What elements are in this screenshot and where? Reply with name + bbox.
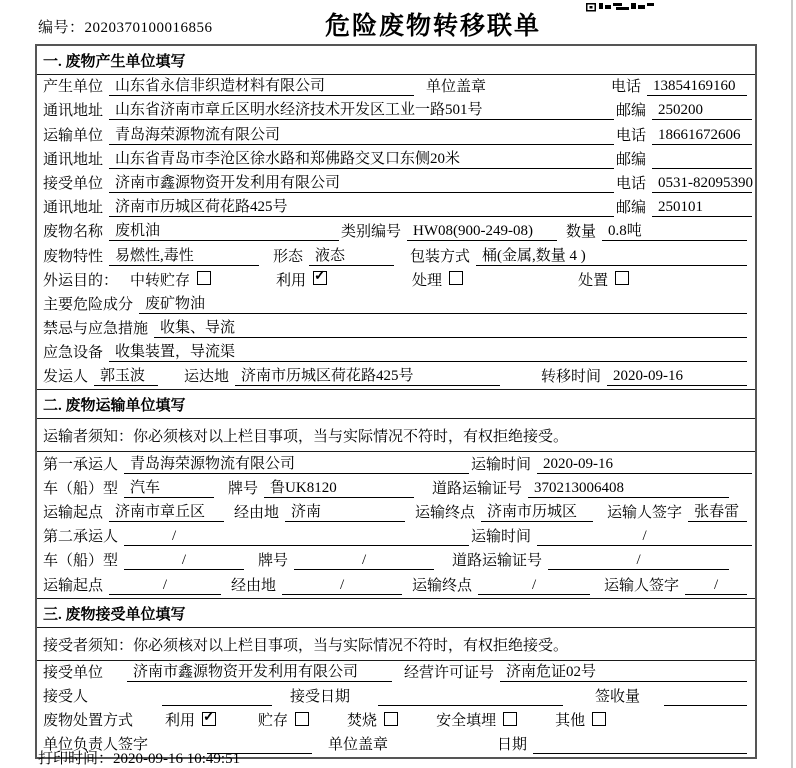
- destination-value: 济南市历城区荷花路425号: [235, 364, 500, 386]
- transporter-unit-value: 青岛海荣源物流有限公司: [109, 123, 614, 145]
- producer-address-label: 通讯地址: [43, 103, 104, 120]
- emergency-measures-label: 禁忌与应急措施: [43, 321, 149, 338]
- section-producer-title: 一. 废物产生单位填写: [37, 46, 755, 75]
- road-permit-value: 370213006408: [528, 480, 729, 498]
- route-start-label: 运输起点: [43, 505, 104, 521]
- row-accepting-unit: [37, 661, 755, 685]
- license-number-value: 济南危证02号: [500, 660, 747, 682]
- date-label: 日期: [497, 737, 528, 754]
- consignor-value: 郭玉波: [94, 364, 158, 386]
- accept-date-label: 接受日期: [290, 688, 351, 705]
- row-vehicle-type-2: [37, 549, 755, 573]
- section-receiver-title: 三. 废物接受单位填写: [37, 598, 755, 628]
- disposal-option-other: [555, 709, 606, 730]
- disposal-landfill-label: 安全填埋: [436, 713, 497, 730]
- row-receiver-address: [37, 196, 755, 220]
- consignor-label: 发运人: [43, 369, 89, 386]
- purpose-utilize-label: 利用: [276, 272, 307, 289]
- row-transporter-address: [37, 148, 755, 172]
- waste-code-label: 类别编号: [341, 224, 402, 241]
- purpose-storage-checkbox: [197, 271, 211, 285]
- waste-form-value: 液态: [309, 244, 394, 266]
- row-transport-route-2: [37, 573, 755, 597]
- row-producer-unit: [37, 75, 755, 99]
- row-transport-route-1: [37, 501, 755, 525]
- waste-quantity-label: 数量: [565, 224, 596, 241]
- disposal-landfill-checkbox: [503, 712, 517, 726]
- transfer-purpose-label: 外运目的：: [43, 272, 119, 289]
- responsible-signature-label: 单位负责人签字: [43, 737, 149, 754]
- row-emergency-equipment: [37, 341, 755, 365]
- receiver-phone-label: 电话: [616, 175, 647, 192]
- receiver-unit-label: 接受单位: [43, 175, 104, 192]
- transporter-postcode-label: 邮编: [616, 151, 647, 168]
- hazard-component-label: 主要危险成分: [43, 296, 134, 313]
- accepting-unit-label: 接受单位: [43, 664, 104, 681]
- page-title: 危险废物转移联单: [324, 13, 541, 40]
- route-via-label: 经由地: [234, 505, 280, 521]
- transport-time-2-label: 运输时间: [471, 529, 532, 546]
- row-acceptor: [37, 685, 755, 709]
- row-second-carrier: [37, 525, 755, 549]
- disposal-incinerate-checkbox: [384, 712, 398, 726]
- section-receiver: [37, 598, 755, 758]
- disposal-option-landfill: [436, 709, 517, 730]
- row-hazard-component: [37, 293, 755, 317]
- license-number-label: 经营许可证号: [404, 664, 495, 681]
- disposal-utilize-checkbox: [202, 712, 216, 726]
- destination-label: 运达地: [184, 369, 230, 386]
- route-end-label: 运输终点: [415, 505, 476, 521]
- carrier-signature-label: 运输人签字: [607, 505, 683, 521]
- purpose-option-utilize: [276, 269, 327, 290]
- hazard-component-value: 废矿物油: [139, 292, 747, 314]
- transporter-unit-label: 运输单位: [43, 127, 104, 144]
- plate-number-label: 牌号: [228, 480, 259, 497]
- disposal-incinerate-label: 焚烧: [347, 713, 378, 730]
- row-waste-property: [37, 244, 755, 268]
- row-producer-address: [37, 99, 755, 123]
- route-via-2-label: 经由地: [231, 577, 277, 594]
- route-via-2-value: /: [282, 577, 402, 595]
- receiver-address-label: 通讯地址: [43, 200, 104, 217]
- producer-address-value: 山东省济南市章丘区明水经济技术开发区工业一路501号: [109, 98, 614, 120]
- waste-property-value: 易燃性,毒性: [109, 244, 259, 266]
- purpose-utilize-checkbox: [313, 271, 327, 285]
- transport-time-2-value: /: [537, 528, 752, 546]
- producer-phone-value: 13854169160: [647, 78, 747, 96]
- disposal-other-checkbox: [592, 712, 606, 726]
- route-end-value: 济南市历城区: [481, 500, 593, 522]
- vehicle-type-value: 汽车: [124, 476, 214, 498]
- waste-form-label: 形态: [273, 248, 304, 265]
- received-amount-label: 签收量: [595, 688, 641, 705]
- disposal-other-label: 其他: [555, 713, 586, 730]
- section-producer: [37, 46, 755, 389]
- vehicle-type-2-value: /: [124, 552, 244, 570]
- receiver-phone-value: 0531-82095390: [652, 175, 752, 193]
- route-start-2-value: /: [109, 577, 221, 595]
- document-number-label: 编号：: [38, 20, 85, 36]
- route-end-2-value: /: [478, 577, 590, 595]
- section-transport-title: 二. 废物运输单位填写: [37, 389, 755, 419]
- road-permit-label: 道路运输证号: [432, 480, 523, 497]
- disposal-utilize-label: 利用: [165, 713, 196, 730]
- plate-number-value: 鲁UK8120: [264, 476, 414, 498]
- page-edge-line: [791, 0, 793, 768]
- vehicle-type-2-label: 车（船）型: [43, 553, 119, 570]
- receiver-address-value: 济南市历城区荷花路425号: [109, 195, 614, 217]
- row-vehicle-type-1: [37, 477, 755, 501]
- producer-phone-label: 电话: [610, 79, 641, 96]
- row-transporter-unit: [37, 123, 755, 147]
- emergency-equipment-label: 应急设备: [43, 345, 104, 362]
- acceptor-value: [162, 689, 272, 706]
- route-start-2-label: 运输起点: [43, 577, 104, 594]
- transfer-date-value: 2020-09-16: [607, 368, 747, 386]
- carrier-signature-2-value: /: [685, 577, 747, 595]
- transporter-postcode-value: [652, 152, 752, 169]
- purpose-dispose-label: 处置: [578, 272, 609, 289]
- row-waste-name: [37, 220, 755, 244]
- waste-name-value: 废机油: [109, 219, 339, 241]
- purpose-dispose-checkbox: [615, 271, 629, 285]
- transport-time-value: 2020-09-16: [537, 456, 752, 474]
- producer-unit-value: 山东省永信非织造材料有限公司: [109, 74, 414, 96]
- purpose-treat-label: 处理: [412, 272, 443, 289]
- disposal-option-storage: [258, 709, 309, 730]
- transporter-address-value: 山东省青岛市李沧区徐水路和郑佛路交叉口东侧20米: [109, 147, 614, 169]
- purpose-storage-label: 中转贮存: [130, 272, 191, 289]
- acceptor-label: 接受人: [43, 688, 89, 705]
- row-consignor: [37, 365, 755, 389]
- transport-notice: 运输者须知：你必须核对以上栏目事项，当与实际情况不符时，有权拒绝接受。: [37, 419, 755, 452]
- route-via-value: 济南: [285, 500, 405, 522]
- purpose-treat-checkbox: [449, 271, 463, 285]
- receiver-postcode-label: 邮编: [616, 200, 647, 217]
- waste-quantity-value: 0.8吨: [602, 219, 747, 241]
- section-transport: [37, 389, 755, 597]
- accepting-unit-value: 济南市鑫源物资开发利用有限公司: [127, 660, 392, 682]
- transport-time-label: 运输时间: [471, 456, 532, 473]
- manifest-form-table: [35, 44, 757, 759]
- row-transfer-purpose: [37, 269, 755, 293]
- disposal-storage-checkbox: [295, 712, 309, 726]
- received-amount-value: [664, 689, 747, 706]
- accept-date-value: [378, 689, 563, 706]
- purpose-option-treat: [412, 269, 463, 290]
- vehicle-type-label: 车（船）型: [43, 480, 119, 497]
- row-disposal-method: [37, 709, 755, 733]
- first-carrier-value: 青岛海荣源物流有限公司: [124, 452, 469, 474]
- producer-postcode-label: 邮编: [616, 103, 647, 120]
- emergency-measures-value: 收集、导流: [154, 316, 747, 338]
- purpose-option-dispose: [578, 269, 629, 290]
- packaging-label: 包装方式: [410, 248, 471, 265]
- row-first-carrier: [37, 452, 755, 476]
- transporter-phone-value: 18661672606: [652, 127, 752, 145]
- route-start-value: 济南市章丘区: [109, 500, 224, 522]
- disposal-option-utilize: [165, 709, 216, 730]
- waste-name-label: 废物名称: [43, 224, 104, 241]
- transporter-address-label: 通讯地址: [43, 151, 104, 168]
- waste-code-value: HW08(900-249-08): [407, 223, 557, 241]
- receiver-notice: 接受者须知：你必须核对以上栏目事项，当与实际情况不符时，有权拒绝接受。: [37, 628, 755, 661]
- row-emergency-measures: [37, 317, 755, 341]
- disposal-storage-label: 贮存: [258, 713, 289, 730]
- receiver-postcode-value: 250101: [652, 199, 752, 217]
- plate-number-2-label: 牌号: [258, 553, 289, 570]
- carrier-signature-value: 张春雷: [688, 500, 747, 522]
- unit-seal-2-label: 单位盖章: [328, 737, 389, 754]
- print-time: [38, 747, 240, 768]
- packaging-value: 桶(金属,数量 4 ): [476, 244, 747, 266]
- date-value: [533, 737, 747, 754]
- receiver-unit-value: 济南市鑫源物资开发利用有限公司: [109, 171, 614, 193]
- document-number-value: 2020370100016856: [84, 20, 213, 36]
- road-permit-2-value: /: [548, 552, 729, 570]
- print-time-label: 打印时间：: [38, 751, 114, 767]
- route-end-2-label: 运输终点: [412, 577, 473, 594]
- waste-property-label: 废物特性: [43, 248, 104, 265]
- first-carrier-label: 第一承运人: [43, 456, 119, 473]
- purpose-option-storage: [130, 269, 211, 290]
- emergency-equipment-value: 收集装置，导流渠: [109, 340, 747, 362]
- producer-unit-label: 产生单位: [43, 79, 104, 96]
- plate-number-2-value: /: [294, 552, 434, 570]
- road-permit-2-label: 道路运输证号: [452, 553, 543, 570]
- disposal-option-incinerate: [347, 709, 398, 730]
- row-receiver-unit: [37, 172, 755, 196]
- second-carrier-value: /: [124, 528, 469, 546]
- transfer-date-label: 转移时间: [540, 369, 601, 386]
- disposal-method-label: 废物处置方式: [43, 713, 134, 730]
- unit-seal-label: 单位盖章: [426, 79, 487, 96]
- transporter-phone-label: 电话: [616, 127, 647, 144]
- second-carrier-label: 第二承运人: [43, 529, 119, 546]
- print-time-value: 2020-09-16 10:49:51: [113, 751, 241, 767]
- carrier-signature-2-label: 运输人签字: [604, 577, 680, 594]
- producer-postcode-value: 250200: [652, 102, 752, 120]
